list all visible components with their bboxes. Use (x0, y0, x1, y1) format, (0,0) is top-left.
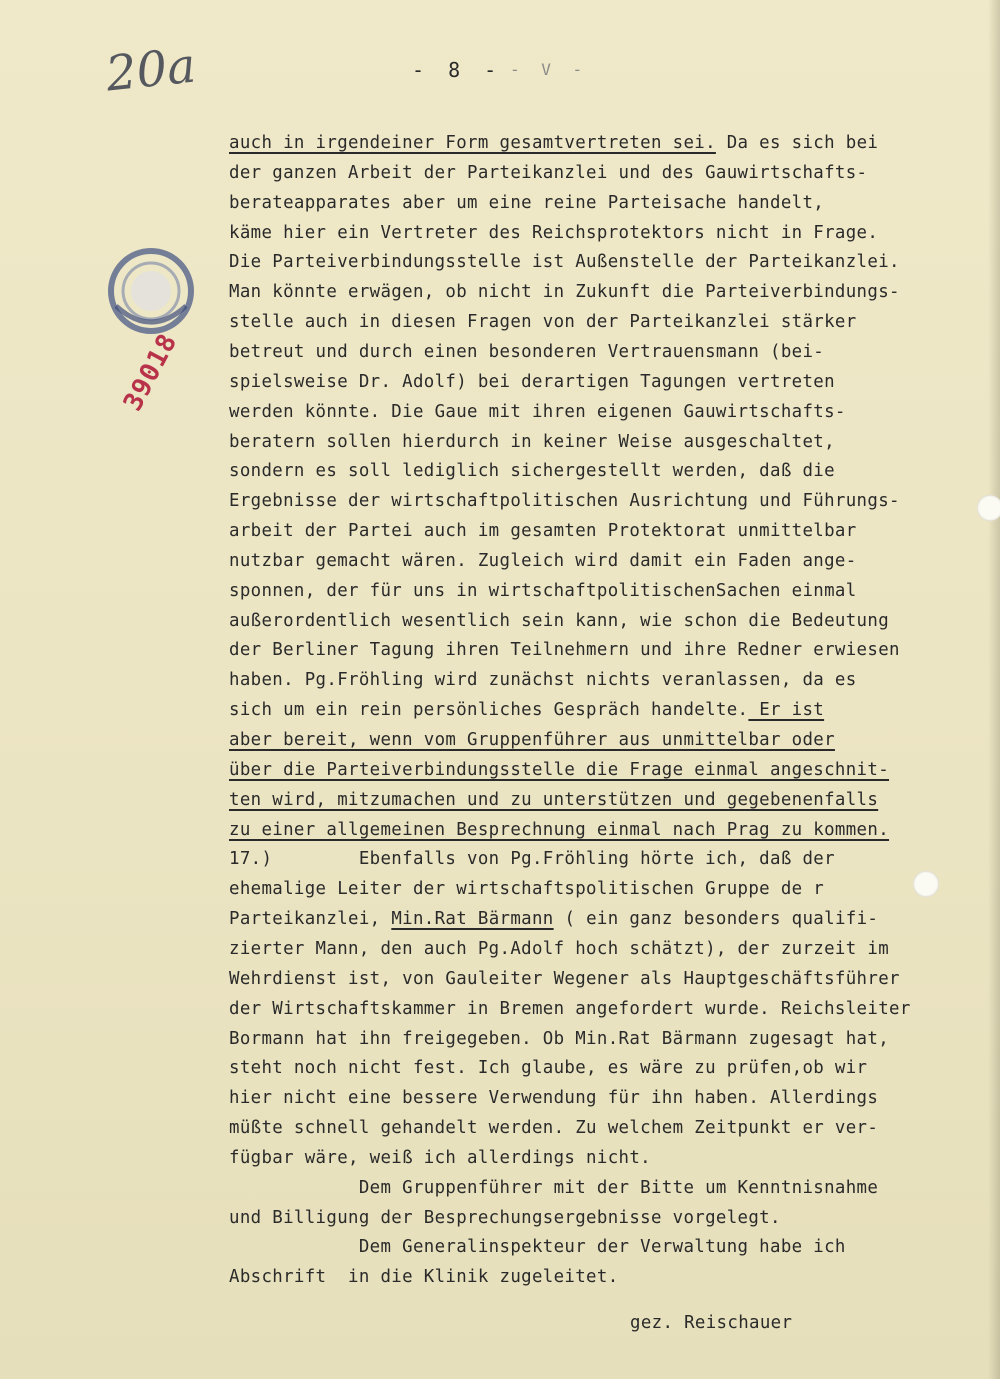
body-line (229, 546, 857, 576)
body-line (229, 755, 889, 785)
body-line-text: zierter Mann, den auch Pg.Adolf hoch schätzt), der zurzeit im (229, 938, 890, 959)
body-line-text: und Billigung der Besprechungsergebnisse vorgelegt. (229, 1207, 781, 1228)
body-line (229, 1053, 867, 1083)
body-line (229, 725, 835, 755)
body-line (229, 994, 911, 1024)
body-line (229, 1173, 878, 1203)
body-line-text: spielsweise Dr. Adolf) bei derartigen Tagungen vertreten (229, 371, 835, 392)
body-line (229, 337, 824, 367)
body-line-text: betreut und durch einen besonderen Vertrauensmann (bei- (229, 341, 825, 362)
body-line (229, 815, 889, 845)
body-line-text: Bormann hat ihn freigegeben. Ob Min.Rat Bärmann zugesagt hat, (229, 1028, 890, 1049)
body-line-text: über die Parteiverbindungsstelle die Frage einmal angeschnit- (229, 759, 890, 780)
body-line (229, 1083, 878, 1113)
body-line (229, 128, 878, 158)
circular-seal-stamp (106, 246, 196, 336)
body-line (229, 635, 900, 665)
body-line (229, 665, 857, 695)
body-line (229, 307, 857, 337)
body-line (229, 486, 900, 516)
body-line-tail: Da es sich bei (715, 133, 879, 153)
body-line (229, 1262, 619, 1292)
body-line-text: der ganzen Arbeit der Parteikanzlei und des Gauwirtschafts- (229, 162, 868, 183)
body-line (229, 874, 824, 904)
body-line-text: der Berliner Tagung ihren Teilnehmern und ihre Redner erwiesen (229, 640, 900, 661)
body-line-text: Parteikanzlei, (229, 909, 392, 930)
body-line (229, 427, 835, 457)
body-line-text: käme hier ein Vertreter des Reichsprotektors nicht in Frage. (229, 222, 879, 243)
body-line-text: nutzbar gemacht wären. Zugleich wird damit ein Faden ange- (229, 550, 857, 571)
body-line-text: müßte schnell gehandelt werden. Zu welchem Zeitpunkt er ver- (229, 1118, 879, 1139)
body-line-text: stelle auch in diesen Fragen von der Parteikanzlei stärker (229, 312, 857, 333)
body-line (229, 158, 867, 188)
punch-hole (913, 871, 939, 897)
body-line-text: zu einer allgemeinen Besprechnung einmal nach Prag zu kommen. (229, 819, 890, 840)
body-line-text: sondern es soll lediglich sichergestellt werden, daß die (229, 461, 835, 482)
body-line-text: berateapparates aber um eine reine Parteisache handelt, (229, 192, 825, 213)
body-line (229, 606, 889, 636)
body-line-text: ehemalige Leiter der wirtschaftspolitischen Gruppe de r (229, 879, 825, 900)
body-line-text: fügbar wäre, weiß ich allerdings nicht. (229, 1147, 651, 1168)
pencil-annotation: - V - (510, 60, 589, 79)
body-line (229, 367, 835, 397)
body-line (229, 277, 900, 307)
body-line (229, 844, 835, 874)
body-line-tail: Min.Rat Bärmann (391, 909, 554, 930)
body-line-after: ( ein ganz besonders qualifi- (553, 909, 879, 930)
body-line-text: sponnen, der für uns in wirtschaftpolitischenSachen einmal (229, 580, 857, 601)
body-line (229, 695, 824, 725)
body-line-text: Die Parteiverbindungsstelle ist Außenstelle der Parteikanzlei. (229, 252, 900, 273)
body-line (229, 218, 878, 248)
body-line-text: steht noch nicht fest. Ich glaube, es wäre zu prüfen,ob wir (229, 1058, 868, 1079)
body-line-text: Dem Generalinspekteur der Verwaltung habe ich (229, 1237, 846, 1258)
body-line-text: Ergebnisse der wirtschaftpolitischen Ausrichtung und Führungs- (229, 491, 900, 512)
body-line-text: arbeit der Partei auch im gesamten Protektorat unmittelbar (229, 521, 857, 542)
body-line-text: Wehrdienst ist, von Gauleiter Wegener als Hauptgeschäftsführer (229, 968, 900, 989)
handwritten-folio-mark: 20a (103, 37, 199, 103)
page-edge-shadow (988, 0, 1000, 1379)
body-line-text: Man könnte erwägen, ob nicht in Zukunft die Parteiverbindungs- (229, 282, 900, 303)
page-number: - 8 - (412, 58, 503, 82)
body-line (229, 516, 857, 546)
body-line-text: außerordentlich wesentlich sein kann, wie schon die Bedeutung (229, 610, 890, 631)
body-line (229, 964, 900, 994)
body-line-text: sich um ein rein persönliches Gespräch handelte. (229, 700, 749, 721)
body-line-text: aber bereit, wenn vom Gruppenführer aus unmittelbar oder (229, 730, 835, 750)
body-line (229, 397, 846, 427)
body-line (229, 188, 824, 218)
archive-stamp-number: 39018 (118, 328, 184, 417)
signature-line: gez. Reischauer (630, 1313, 793, 1333)
body-line-text: haben. Pg.Fröhling wird zunächst nichts veranlassen, da es (229, 670, 857, 691)
body-line (229, 1024, 889, 1054)
body-line-text: hier nicht eine bessere Verwendung für ihn haben. Allerdings (229, 1088, 879, 1109)
body-line (229, 576, 857, 606)
body-line-text: auch in irgendeiner Form gesamtvertreten sei. (229, 133, 716, 153)
body-line (229, 1113, 878, 1143)
body-line (229, 456, 835, 486)
body-line-text: beratern sollen hierdurch in keiner Weise ausgeschaltet, (229, 431, 835, 452)
body-line (229, 904, 878, 934)
body-line (229, 785, 878, 815)
body-line (229, 247, 900, 277)
body-line-text: der Wirtschaftskammer in Bremen angefordert wurde. Reichsleiter (229, 998, 911, 1019)
body-line-text: ten wird, mitzumachen und zu unterstützen und gegebenenfalls (229, 789, 879, 810)
body-line-text: werden könnte. Die Gaue mit ihren eigenen Gauwirtschafts- (229, 401, 846, 422)
body-line (229, 1232, 846, 1262)
body-line-text: Abschrift in die Klinik zugeleitet. (229, 1267, 619, 1288)
body-line (229, 1143, 651, 1173)
body-line (229, 1203, 781, 1233)
body-line-tail: Er ist (748, 700, 825, 721)
punch-hole (977, 495, 1000, 521)
body-line-text: Dem Gruppenführer mit der Bitte um Kenntnisnahme (229, 1177, 879, 1198)
body-line (229, 934, 889, 964)
body-line-text: 17.) Ebenfalls von Pg.Fröhling hörte ich, daß der (229, 849, 835, 870)
